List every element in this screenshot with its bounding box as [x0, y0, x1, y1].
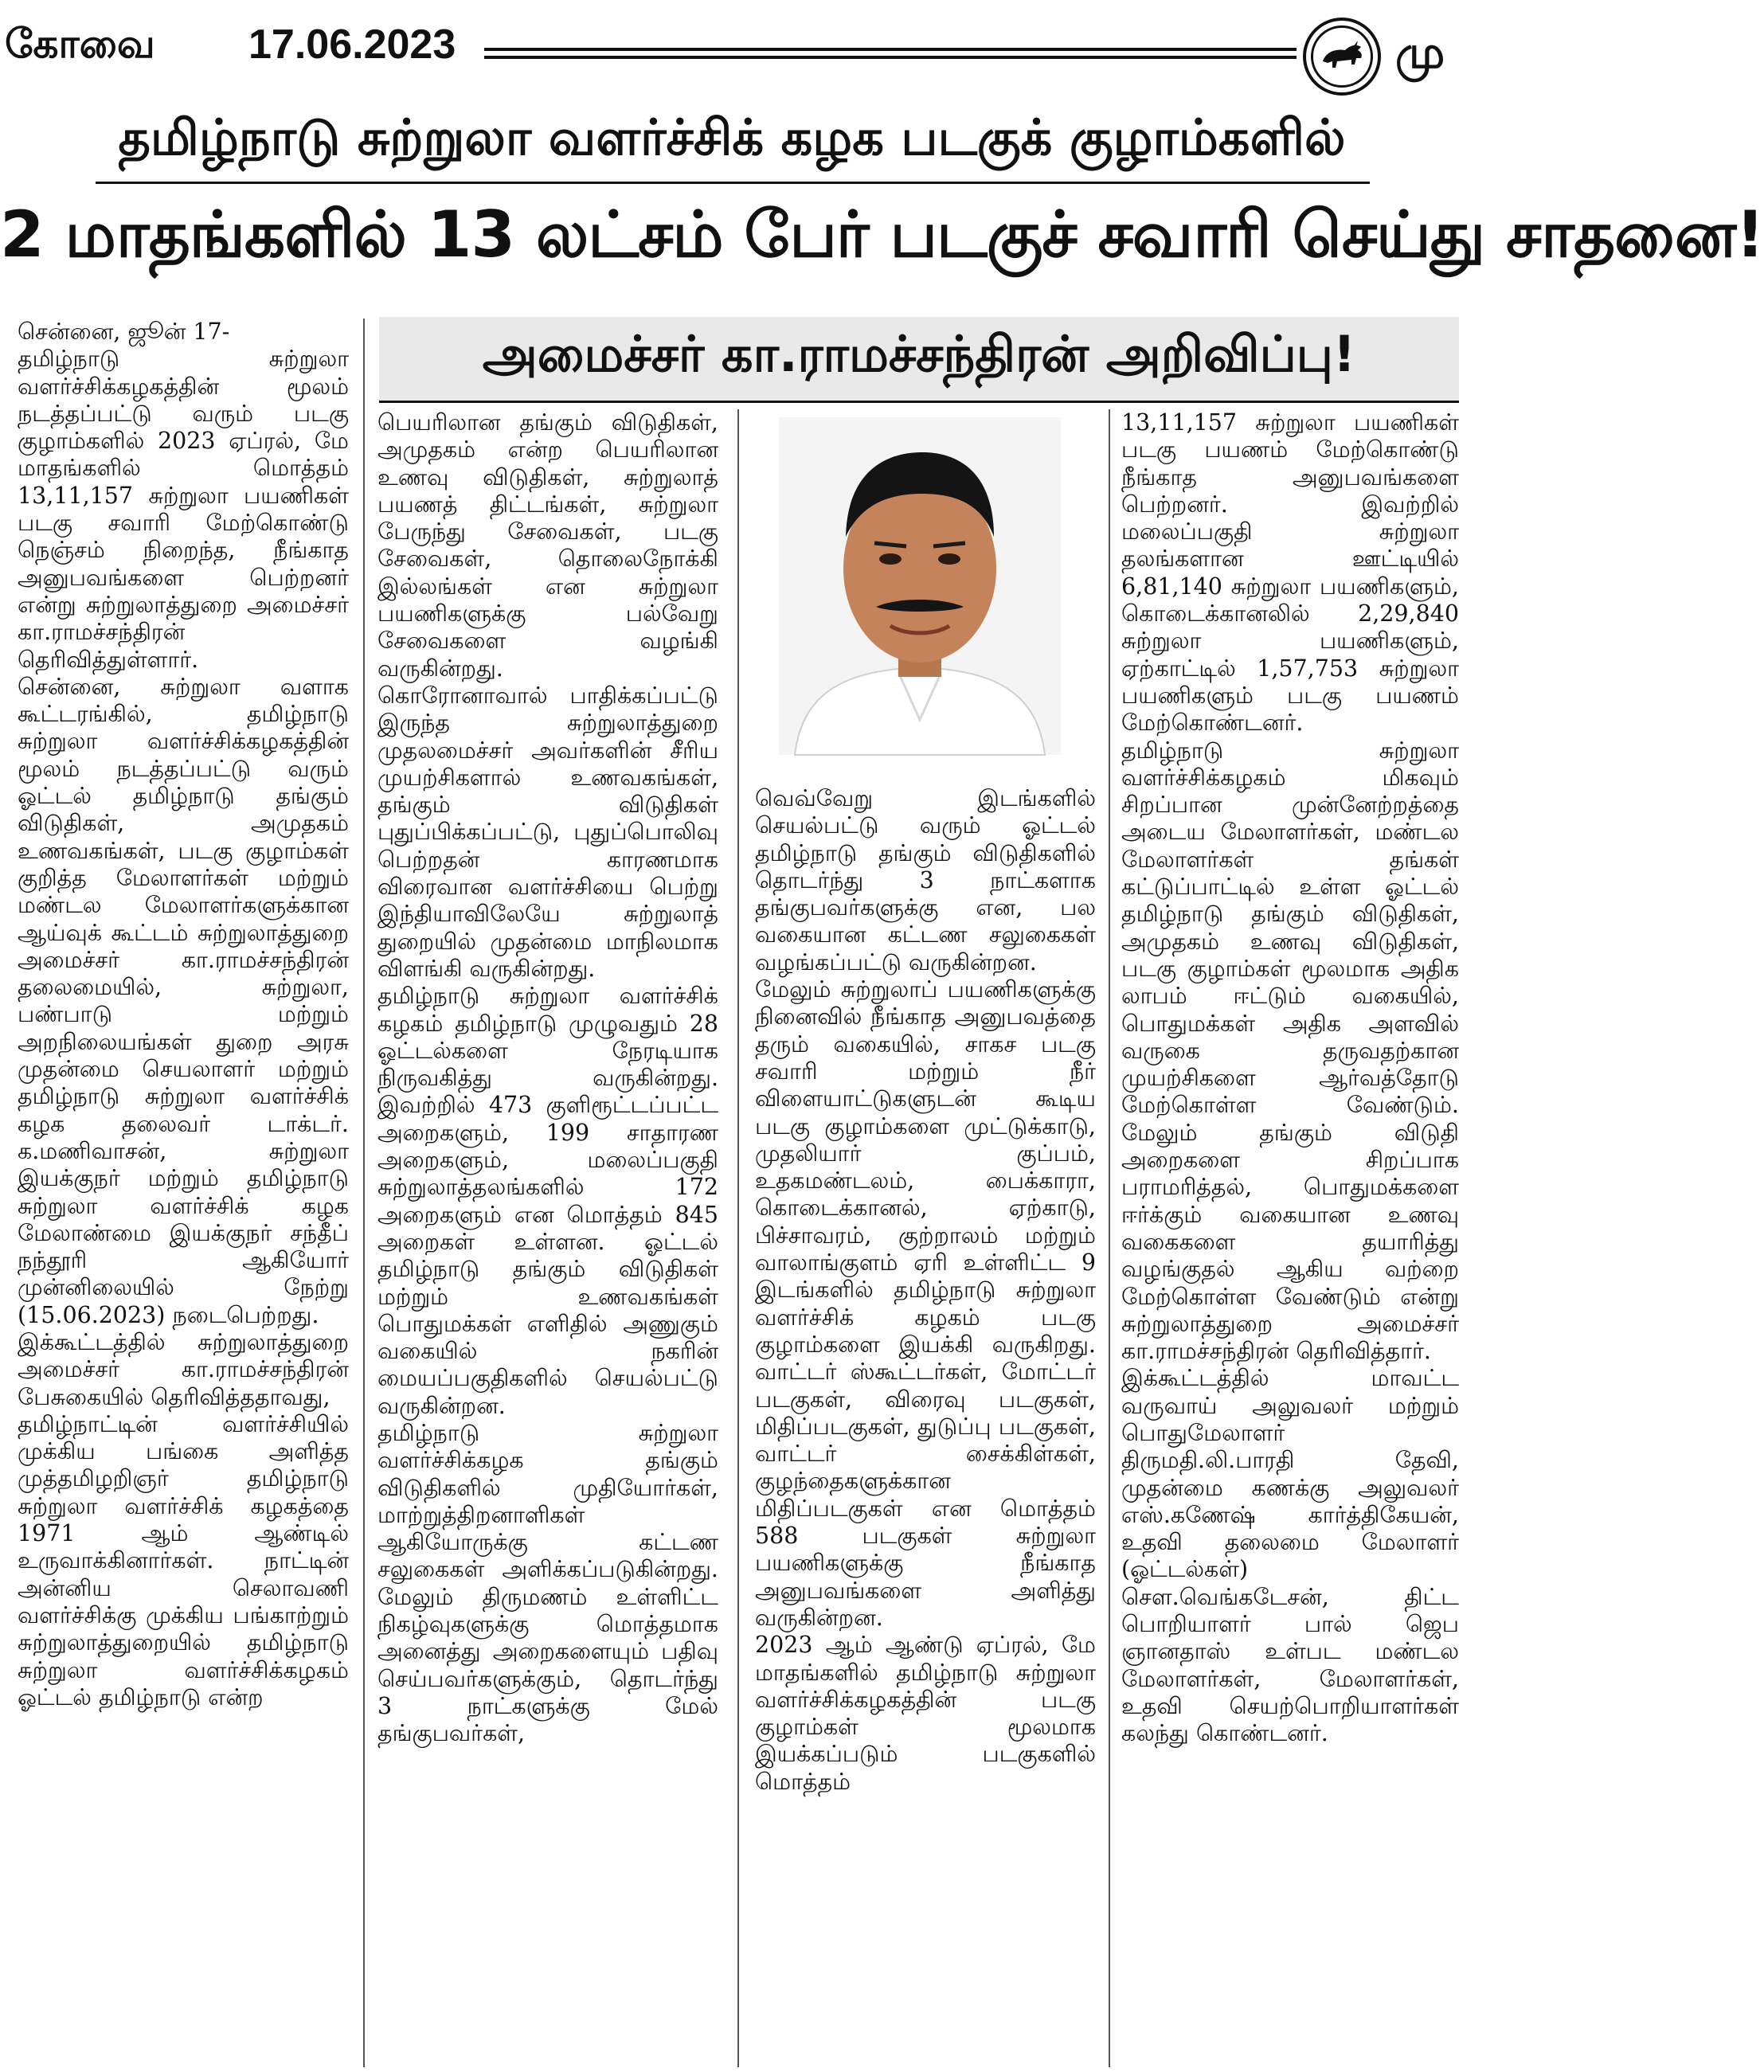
article-column-3: வெவ்வேறு இடங்களில் செயல்பட்டு வரும் ஓட்டல் தமிழ்நாடு தங்கும் விடுதிகளில் தொடர்ந்து 3 நாட்களாக தங்குபவர்களுக்கு என, பல வகையான கட்டண சலுகைகள் வழங்கப்பட்டு வருகின்றன. மேலும் சுற்றுலாப் பயணிகளுக்கு நினைவில் நீங்காத அனுபவத்தை தரும் வகையில், சாகச படகு சவாரி மற்றும் நீர் விளையாட்டுகளுடன் கூடிய படகு குழாம்களை முட்டுக்காடு, முதலியார் குப்பம், உதகமண்டலம், பைக்காரா, கொடைக்கானல், ஏற்காடு, பிச்சாவரம், குற்றாலம் மற்றும் வாலாங்குளம் ஏரி உள்ளிட்ட 9 இடங்களில் தமிழ்நாடு சுற்றுலா வளர்ச்சிக் கழகம் படகு குழாம்களை இயக்கி வருகிறது. வாட்டர் ஸ்கூட்டர்கள், மோட்டர் படகுகள், விரைவு படகுகள், மிதிப்படகுகள், துடுப்பு படகுகள், வாட்டர் சைக்கிள்கள், குழந்தைகளுக்கான மிதிப்படகுகள் என மொத்தம் 588 படகுகள் சுற்றுலா பயணிகளுக்கு நீங்காத அனுபவங்களை அளித்து வருகின்றன. 2023 ஆம் ஆண்டு ஏப்ரல், மே மாதங்களில் தமிழ்நாடு சுற்றுலா வளர்ச்சிக்கழகத்தின் படகு குழாம்கள் மூலமாக இயக்கப்படும் படகுகளில் மொத்தம்: [755, 785, 1096, 1795]
subhead-banner: [379, 317, 1459, 403]
subhead-text: அமைச்சர் கா.ராமச்சந்திரன் அறிவிப்பு!: [482, 325, 1356, 383]
kicker-headline: தமிழ்நாடு சுற்றுலா வளர்ச்சிக் கழக படகுக் குழாம்களில்: [118, 108, 1346, 166]
masthead-rule: [484, 48, 1297, 51]
article-column-4: 13,11,157 சுற்றுலா பயணிகள் படகு பயணம் மேற்கொண்டு நீங்காத அனுபவங்களை பெற்றனர். இவற்றில் மலைப்பகுதி சுற்றுலா தலங்களான ஊட்டியில் 6,81,140 சுற்றுலா பயணிகளும், கொடைக்கானலில் 2,29,840 சுற்றுலா பயணிகளும், ஏற்காட்டில் 1,57,753 சுற்றுலா பயணிகளும் படகு பயணம் மேற்கொண்டனர். தமிழ்நாடு சுற்றுலா வளர்ச்சிக்கழகம் மிகவும் சிறப்பான முன்னேற்றத்தை அடைய மேலாளர்கள், மண்டல மேலாளர்கள் தங்கள் கட்டுப்பாட்டில் உள்ள ஓட்டல் தமிழ்நாடு தங்கும் விடுதிகள், அமுதகம் உணவு விடுதிகள், படகு குழாம்கள் மூலமாக அதிக லாபம் ஈட்டும் வகையில், பொதுமக்கள் அதிக அளவில் வருகை தருவதற்கான முயற்சிகளை ஆர்வத்தோடு மேற்கொள்ள வேண்டும். மேலும் தங்கும் விடுதி அறைகளை சிறப்பாக பராமரித்தல், பொதுமக்களை ஈர்க்கும் வகையான உணவு வகைகளை தயாரித்து வழங்குதல் ஆகிய வற்றை மேற்கொள்ள வேண்டும் என்று சுற்றுலாத்துறை அமைச்சர் கா.ராமச்சந்திரன் தெரிவித்தார். இக்கூட்டத்தில் மாவட்ட வருவாய் அலுவலர் மற்றும் பொதுமேலாளர் திருமதி.லி.பாரதி தேவி, முதன்மை கணக்கு அலுவலர் எஸ்.கணேஷ் கார்த்திகேயன், உதவி தலைமை மேலாளர் (ஓட்டல்கள்) சௌ.வெங்கடேசன், திட்ட பொறியாளர் பால் ஜெப ஞானதாஸ் உள்பட மண்டல மேலாளர்கள், மேலாளர்கள், உதவி செயற்பொறியாளர்கள் கலந்து கொண்டனர்.: [1121, 409, 1459, 1747]
article-column-1: சென்னை, ஜூன் 17- தமிழ்நாடு சுற்றுலா வளர்ச்சிக்கழகத்தின் மூலம் நடத்தப்பட்டு வரும் படகு குழாம்களில் 2023 ஏப்ரல், மே மாதங்களில் மொத்தம் 13,11,157 சுற்றுலா பயணிகள் படகு சவாரி மேற்கொண்டு நெஞ்சம் நிறைந்த, நீங்காத அனுபவங்களை பெற்றனர் என்று சுற்றுலாத்துறை அமைச்சர் கா.ராமச்சந்திரன் தெரிவித்துள்ளார். சென்னை, சுற்றுலா வளாக கூட்டரங்கில், தமிழ்நாடு சுற்றுலா வளர்ச்சிக்கழகத்தின் மூலம் நடத்தப்பட்டு வரும் ஓட்டல் தமிழ்நாடு தங்கும் விடுதிகள், அமுதகம் உணவகங்கள், படகு குழாம்கள் குறித்த மேலாளர்கள் மற்றும் மண்டல மேலாளர்களுக்கான ஆய்வுக் கூட்டம் சுற்றுலாத்துறை அமைச்சர் கா.ராமச்சந்திரன் தலைமையில், சுற்றுலா, பண்பாடு மற்றும் அறநிலையங்கள் துறை அரசு முதன்மை செயலாளர் மற்றும் தமிழ்நாடு சுற்றுலா வளர்ச்சிக் கழக தலைவர் டாக்டர். க.மணிவாசன், சுற்றுலா இயக்குநர் மற்றும் தமிழ்நாடு சுற்றுலா வளர்ச்சிக் கழக மேலாண்மை இயக்குநர் சந்தீப் நந்தூரி ஆகியோர் முன்னிலையில் நேற்று (15.06.2023) நடைபெற்றது. இக்கூட்டத்தில் சுற்றுலாத்துறை அமைச்சர் கா.ராமச்சந்திரன் பேசுகையில் தெரிவித்ததாவது, தமிழ்நாட்டின் வளர்ச்சியில் முக்கிய பங்கை அளித்த முத்தமிழறிஞர் தமிழ்நாடு சுற்றுலா வளர்ச்சிக் கழகத்தை 1971 ஆம் ஆண்டில் உருவாக்கினார்கள். நாட்டின் அன்னிய செலாவணி வளர்ச்சிக்கு முக்கிய பங்காற்றும் சுற்றுலாத்துறையில் தமிழ்நாடு சுற்றுலா வளர்ச்சிக்கழகம் ஓட்டல் தமிழ்நாடு என்ற: [18, 319, 349, 1710]
masthead: [0, 0, 1464, 102]
kicker-underline: [96, 182, 1370, 184]
column-divider: [363, 319, 365, 2067]
edition-date: 17.06.2023: [248, 22, 456, 68]
newspaper-logo-icon: [1303, 18, 1381, 96]
article-column-2: பெயரிலான தங்கும் விடுதிகள், அமுதகம் என்ற பெயரிலான உணவு விடுதிகள், சுற்றுலாத் பயணத் திட்டங்கள், சுற்றுலா பேருந்து சேவைகள், படகு சேவைகள், தொலைநோக்கி இல்லங்கள் என சுற்றுலா பயணிகளுக்கு பல்வேறு சேவைகளை வழங்கி வருகின்றது. கொரோனாவால் பாதிக்கப்பட்டு இருந்த சுற்றுலாத்துறை முதலமைச்சர் அவர்களின் சீரிய முயற்சிகளால் உணவகங்கள், தங்கும் விடுதிகள் புதுப்பிக்கப்பட்டு, புதுப்பொலிவு பெற்றதன் காரணமாக விரைவான வளர்ச்சியை பெற்று இந்தியாவிலேயே சுற்றுலாத் துறையில் முதன்மை மாநிலமாக விளங்கி வருகின்றது. தமிழ்நாடு சுற்றுலா வளர்ச்சிக் கழகம் தமிழ்நாடு முழுவதும் 28 ஓட்டல்களை நேரடியாக நிருவகித்து வருகின்றது. இவற்றில் 473 குளிரூட்டப்பட்ட அறைகளும், 199 சாதாரண அறைகளும், மலைப்பகுதி சுற்றுலாத்தலங்களில் 172 அறைகளும் என மொத்தம் 845 அறைகள் உள்ளன. ஓட்டல் தமிழ்நாடு தங்கும் விடுதிகள் மற்றும் உணவகங்கள் பொதுமக்கள் எளிதில் அணுகும் வகையில் நகரின் மையப்பகுதிகளில் செயல்பட்டு வருகின்றன. தமிழ்நாடு சுற்றுலா வளர்ச்சிக்கழக தங்கும் விடுதிகளில் முதியோர்கள், மாற்றுத்திறனாளிகள் ஆகியோருக்கு கட்டண சலுகைகள் அளிக்கப்படுகின்றது. மேலும் திருமணம் உள்ளிட்ட நிகழ்வுகளுக்கு மொத்தமாக அனைத்து அறைகளையும் பதிவு செய்பவர்களுக்கும், தொடர்ந்து 3 நாட்களுக்கு மேல் தங்குபவர்கள்,: [377, 409, 718, 1747]
masthead-rule: [484, 56, 1297, 59]
edition-city: கோவை: [5, 21, 155, 67]
main-headline: 2 மாதங்களில் 13 லட்சம் பேர் படகுச் சவாரி செய்து சாதனை!: [0, 197, 1764, 272]
column-divider: [737, 409, 739, 2067]
newspaper-name: மு: [1395, 27, 1445, 79]
minister-portrait-photo: [779, 417, 1061, 755]
column-divider: [1109, 409, 1110, 2067]
